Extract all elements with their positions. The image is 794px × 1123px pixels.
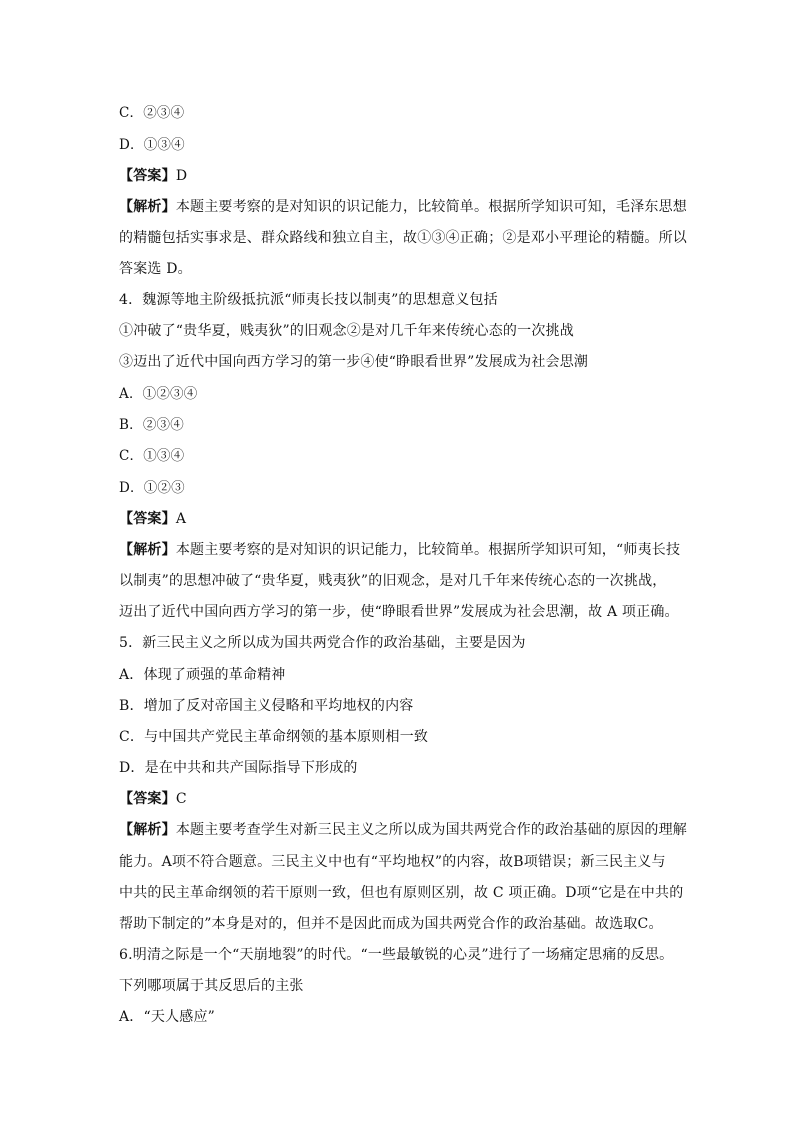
q4-option-b: B．②③④ [119,417,184,433]
q3-analysis-line-1 [119,197,688,217]
q4-option-c: C．①③④ [119,448,185,464]
analysis-text: 本题主要考查学生对新三民主义之所以成为国共两党合作的政治基础的原因的理解 [175,822,688,838]
q4-statement-2: ③迈出了近代中国向西方学习的第一步④使“睁眼看世界”发展成为社会思潮 [119,354,589,370]
q5-analysis-line-2: 能力。A项不符合题意。三民主义中也有“平均地权”的内容，故B项错误；新三民主义与 [119,854,666,870]
analysis-label: 【解析】 [119,542,176,558]
q3-option-d: D．①③④ [119,137,185,153]
q4-answer [119,509,679,529]
analysis-text: 本题主要考察的是对知识的识记能力，比较简单。根据所学知识可知，毛泽东思想 [175,199,688,215]
q5-option-a: A．体现了顽强的革命精神 [119,667,286,683]
q5-option-c: C．与中国共产党民主革命纲领的基本原则相一致 [119,729,429,745]
answer-value: A [175,511,187,527]
q4-option-d: D．①②③ [119,480,185,496]
q3-analysis-line-3: 答案选 D。 [119,261,192,277]
q4-statement-1: ①冲破了“贵华夏，贱夷狄”的旧观念②是对几千年来传统心态的一次挑战 [119,323,574,339]
q3-answer [119,166,679,186]
q5-analysis-line-1 [119,820,688,840]
q3-analysis-line-2: 的精髓包括实事求是、群众路线和独立自主，故①③④正确；②是邓小平理论的精髓。所以 [119,230,687,246]
q4-analysis-line-2: 以制夷”的思想冲破了“贵华夏，贱夷狄”的旧观念，是对几千年来传统心态的一次挑战， [119,573,667,589]
answer-label: 【答案】 [119,168,176,184]
analysis-label: 【解析】 [119,822,176,838]
q5-stem: 5．新三民主义之所以成为国共两党合作的政治基础，主要是因为 [119,635,526,651]
analysis-label: 【解析】 [119,199,176,215]
answer-value: C [175,791,187,807]
q5-option-d: D．是在中共和共产国际指导下形成的 [119,760,358,776]
answer-label: 【答案】 [119,511,176,527]
q6-option-a: A．“天人感应” [119,1009,216,1025]
q4-stem: 4．魏源等地主阶级抵抗派“师夷长技以制夷”的思想意义包括 [119,292,498,308]
q5-analysis-line-4: 帮助下制定的”本身是对的，但并不是因此而成为国共两党合作的政治基础。故选取C。 [119,916,663,932]
q4-analysis-line-3: 迈出了近代中国向西方学习的第一步，使“睁眼看世界”发展成为社会思潮，故 A 项正确。 [119,604,679,620]
answer-value: D [175,168,188,184]
q5-analysis-line-3: 中共的民主革命纲领的若干原则一致，但也有原则区别，故 C 项正确。D项“它是在中共的 [119,885,684,901]
analysis-text: 本题主要考察的是对知识的识记能力，比较简单。根据所学知识可知，“师夷长技 [175,542,681,558]
q3-option-c: C．②③④ [119,105,185,121]
answer-label: 【答案】 [119,791,176,807]
q4-analysis-line-1 [119,540,679,560]
q5-option-b: B．增加了反对帝国主义侵略和平均地权的内容 [119,698,414,714]
q6-stem-line-2: 下列哪项属于其反思后的主张 [119,978,304,994]
q5-answer [119,789,679,809]
q4-option-a: A．①②③④ [119,386,198,402]
q6-stem-line-1: 6.明清之际是一个“天崩地裂”的时代。“一些最敏锐的心灵”进行了一场痛定思痛的反思。 [119,947,674,963]
